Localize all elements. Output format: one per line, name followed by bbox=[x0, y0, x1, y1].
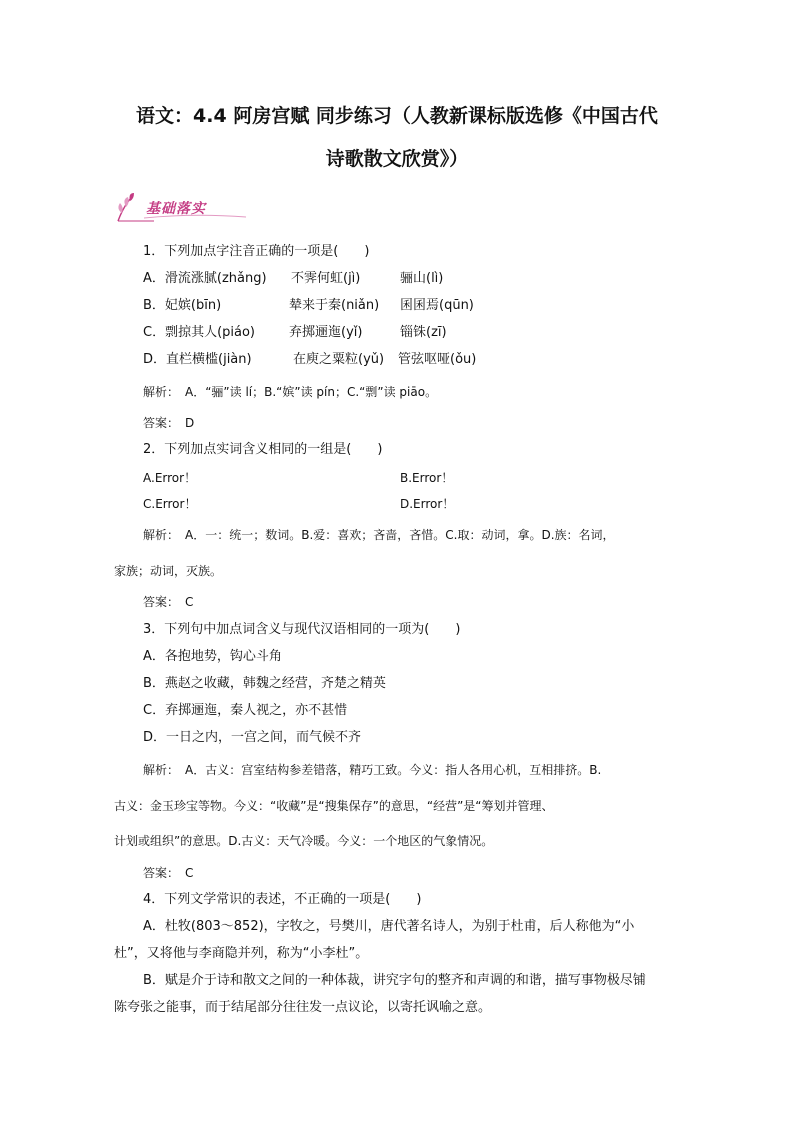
page-title-line1: 语文：4.4 阿房宫赋 同步练习（人教新课标版选修《中国古代 bbox=[136, 105, 658, 127]
q3-option-b: B．燕赵之收藏，韩魏之经营，齐楚之精英 bbox=[143, 676, 386, 691]
q3-analysis-line2: 古义：金玉珍宝等物。今义：“收藏”是“搜集保存”的意思，“经营”是“筹划并管理、 bbox=[114, 799, 554, 813]
q1-option-c-1: C．剽掠其人(piáo) bbox=[143, 325, 256, 340]
q2-analysis-line1: 解析： A．一：统一；数词。B.爱：喜欢；吝啬，吝惜。C.取：动词，拿。D.族：名词， bbox=[143, 528, 615, 542]
q1-option-b-2: 辇来于秦(niǎn) bbox=[289, 298, 380, 313]
q1-option-a-2: 不霁何虹(jì) bbox=[291, 271, 361, 286]
q2-analysis-line2: 家族；动词，灭族。 bbox=[114, 564, 223, 578]
q3-option-c: C．弃掷逦迤，秦人视之，亦不甚惜 bbox=[143, 703, 348, 718]
q1-option-b-3: 囷囷焉(qūn) bbox=[400, 298, 474, 313]
q1-option-d-2: 在庾之粟粒(yǔ) bbox=[293, 352, 385, 367]
q1-option-b-1: B．妃嫔(bīn) bbox=[143, 298, 222, 313]
q4-option-b-line1: B．赋是介于诗和散文之间的一种体裁，讲究字句的整齐和声调的和谐，描写事物极尽铺 bbox=[143, 973, 646, 988]
page-title-line2: 诗歌散文欣赏》） bbox=[325, 148, 469, 170]
q1-answer: 答案： D bbox=[143, 416, 195, 430]
q4-option-b-line2: 陈夸张之能事，而于结尾部分往往发一点议论，以寄托讽喻之意。 bbox=[114, 1000, 492, 1015]
q4-option-a-line2: 杜”，又将他与李商隐并列，称为“小李杜”。 bbox=[114, 946, 369, 961]
q2-answer: 答案： C bbox=[143, 595, 194, 609]
q1-option-d-1: D．直栏横槛(jiàn) bbox=[143, 352, 252, 367]
q1-option-a-3: 骊山(lì) bbox=[400, 271, 444, 286]
q3-analysis-line3: 计划或组织”的意思。D.古义：天气冷暖。今义：一个地区的气象情况。 bbox=[114, 834, 494, 848]
q1-stem: 1．下列加点字注音正确的一项是( ) bbox=[143, 244, 370, 259]
q2-option-c: C.Error！ bbox=[143, 497, 197, 511]
q3-option-d: D．一日之内，一宫之间，而气候不齐 bbox=[143, 730, 362, 745]
q2-option-d: D.Error！ bbox=[400, 497, 455, 511]
q1-option-c-3: 锱铢(zī) bbox=[400, 325, 447, 340]
section-banner bbox=[114, 191, 254, 225]
q2-option-a: A.Error！ bbox=[143, 471, 197, 485]
q1-analysis: 解析： A．“骊”读 lí；B.“嫔”读 pín；C.“剽”读 piāo。 bbox=[143, 385, 438, 399]
q3-answer: 答案： C bbox=[143, 866, 194, 880]
q4-stem: 4．下列文学常识的表述，不正确的一项是( ) bbox=[143, 892, 422, 907]
q2-stem: 2．下列加点实词含义相同的一组是( ) bbox=[143, 442, 383, 457]
q3-stem: 3．下列句中加点词含义与现代汉语相同的一项为( ) bbox=[143, 622, 461, 637]
q2-option-b: B.Error！ bbox=[400, 471, 454, 485]
q1-option-a-1: A．滑流涨腻(zhǎng) bbox=[143, 271, 267, 286]
section-banner-label: 基础落实 bbox=[146, 201, 206, 217]
q3-analysis-line1: 解析： A．古义：宫室结构参差错落，精巧工致。今义：指人各用心机，互相排挤。B. bbox=[143, 763, 602, 777]
q1-option-c-2: 弃掷逦迤(yǐ) bbox=[289, 325, 363, 340]
q1-option-d-3: 管弦呕哑(ǒu) bbox=[398, 352, 477, 367]
q4-option-a-line1: A．杜牧(803～852)，字牧之，号樊川，唐代著名诗人，为别于杜甫，后人称他为“小 bbox=[143, 919, 635, 934]
q3-option-a: A．各抱地势，钩心斗角 bbox=[143, 649, 282, 664]
